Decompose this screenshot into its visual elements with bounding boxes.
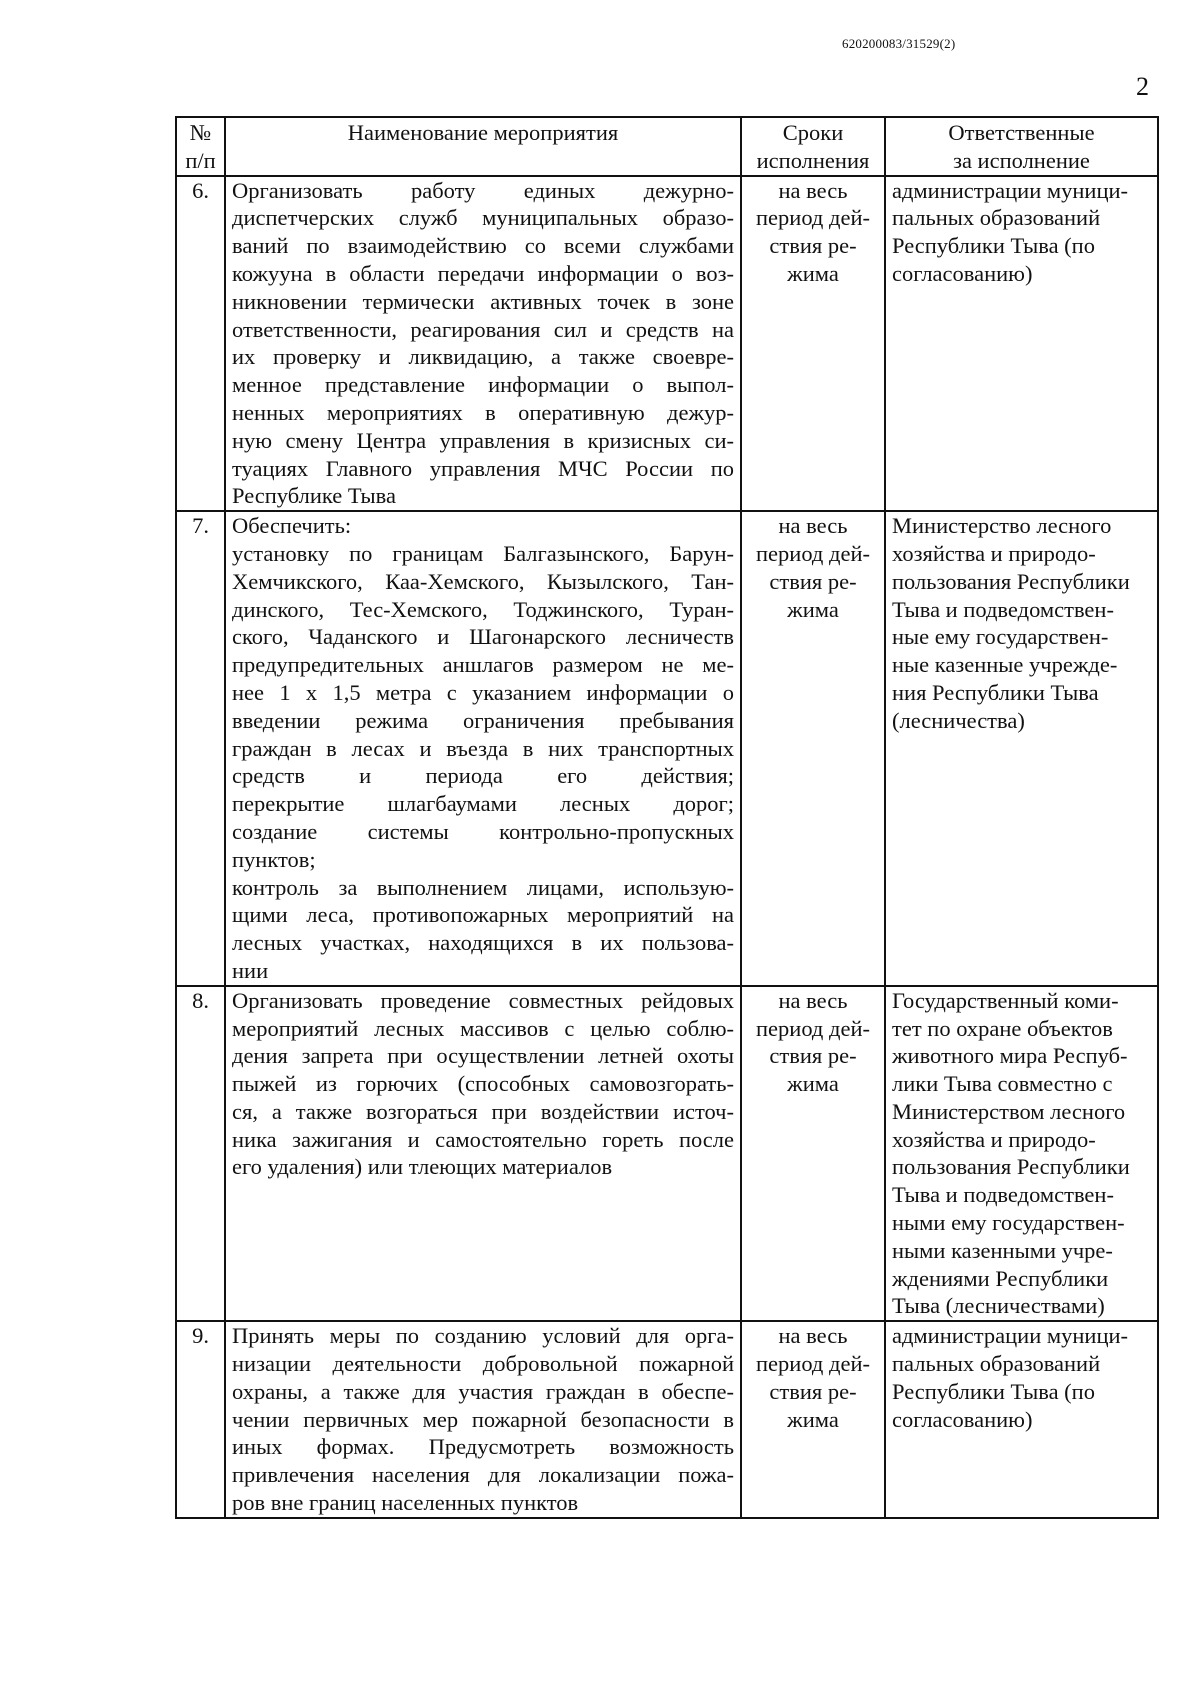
text-line: привлечения населения для локализации пожа- — [232, 1462, 734, 1488]
responsible-text — [885, 1321, 1158, 1518]
text-line: администрации муници- — [892, 177, 1129, 203]
text-line: пыжей из горючих (способных самовозгорать- — [232, 1071, 734, 1097]
text-line: ствия ре- — [769, 1043, 857, 1069]
text-line: Министерство лесного — [892, 513, 1112, 539]
measure-text — [225, 986, 741, 1322]
responsible-text — [885, 511, 1158, 986]
text-line: контроль за выполнением лицами, использую- — [232, 874, 734, 900]
text-line: его удаления) или тлеющих материалов — [232, 1154, 613, 1180]
text-line: Организовать проведение совместных рейдовых — [232, 987, 734, 1013]
text-line: Хемчикского, Каа-Хемского, Кызылского, Тан- — [232, 568, 734, 594]
text-line: ника зажигания и самостоятельно гореть после — [232, 1126, 734, 1152]
text-line: пальных образований — [892, 1351, 1101, 1377]
row-number: 7. — [176, 511, 225, 986]
text-line: пунктов; — [232, 846, 316, 872]
text-line: период дей- — [756, 205, 870, 231]
text-line: Организовать работу единых дежурно- — [232, 177, 734, 203]
text-line: ствия ре- — [769, 1378, 857, 1404]
text-line: средств и периода его действия; — [232, 763, 734, 789]
text-line: никновении термически активных точек в зоне — [232, 288, 734, 314]
text-line: ответственности, реагирования сил и средств на — [232, 316, 734, 342]
text-line: ные ему государствен- — [892, 624, 1109, 650]
text-line: Республике Тыва — [232, 483, 396, 509]
text-line: п/п — [185, 147, 216, 173]
text-line: ную смену Центра управления в кризисных си- — [232, 427, 734, 453]
page-number: 2 — [1136, 72, 1149, 101]
text-line: Сроки — [782, 120, 844, 145]
text-line: жима — [787, 1071, 839, 1097]
table-header-row — [176, 117, 1158, 176]
text-line: на весь — [778, 513, 848, 539]
document-number: 620200083/31529(2) — [842, 36, 956, 51]
text-line: нее 1 х 1,5 метра с указанием информации о — [232, 679, 734, 705]
text-line: охраны, а также для участия граждан в обеспе- — [232, 1378, 734, 1404]
text-line: жима — [787, 596, 839, 622]
row-number: 9. — [176, 1321, 225, 1518]
table-row — [176, 511, 1158, 986]
text-line: ными ему государствен- — [892, 1210, 1125, 1236]
text-line: щими леса, противопожарных мероприятий на — [232, 902, 734, 928]
text-line: граждан в лесах и въезда в них транспортных — [232, 735, 734, 761]
text-line: ского, Чаданского и Шагонарского лесничеств — [232, 624, 734, 650]
text-line: динского, Тес-Хемского, Тоджинского, Туран- — [232, 596, 734, 622]
deadline-text — [741, 1321, 885, 1518]
text-line: период дей- — [756, 1015, 870, 1041]
deadline-text — [741, 986, 885, 1322]
text-line: за исполнение — [953, 147, 1090, 173]
text-line: хозяйства и природо- — [892, 1126, 1096, 1152]
header-measure-name — [225, 117, 741, 176]
text-line: Наименование мероприятия — [347, 120, 619, 145]
text-line: исполнения — [756, 147, 870, 173]
text-line: Принять меры по созданию условий для орга- — [232, 1323, 734, 1349]
text-line: их проверку и ликвидацию, а также своевре- — [232, 344, 734, 370]
row-number: 8. — [176, 986, 225, 1322]
text-line: ров вне границ населенных пунктов — [232, 1490, 579, 1516]
text-line: Тыва и подведомствен- — [892, 596, 1114, 622]
text-line: Государственный коми- — [892, 987, 1119, 1013]
text-line: на весь — [778, 1323, 848, 1349]
text-line: установку по границам Балгазынского, Барун- — [232, 540, 734, 566]
text-line: ными казенными учре- — [892, 1237, 1113, 1263]
responsible-text — [885, 986, 1158, 1322]
text-line: ствия ре- — [769, 233, 857, 259]
table-row — [176, 1321, 1158, 1518]
text-line: лесных участках, находящихся в их пользова- — [232, 930, 734, 956]
measure-text — [225, 176, 741, 512]
text-line: хозяйства и природо- — [892, 540, 1096, 566]
text-line: пользования Республики — [892, 1154, 1130, 1180]
text-line: ненных мероприятиях в оперативную дежур- — [232, 399, 734, 425]
text-line: кожууна в области передачи информации о воз- — [232, 260, 734, 286]
text-line: дения запрета при осуществлении летней охоты — [232, 1043, 734, 1069]
text-line: Обеспечить: — [232, 513, 352, 539]
text-line: создание системы контрольно-пропускных — [232, 818, 734, 844]
text-line: ния Республики Тыва — [892, 679, 1099, 705]
text-line: ваний по взаимодействию со всеми службами — [232, 233, 734, 259]
text-line: перекрытие шлагбаумами лесных дорог; — [232, 791, 734, 817]
measure-text — [225, 1321, 741, 1518]
text-line: Республики Тыва (по — [892, 233, 1095, 259]
measures-table — [175, 116, 1159, 1519]
text-line: менное представление информации о выпол- — [232, 372, 734, 398]
text-line: ждениями Республики — [892, 1265, 1109, 1291]
text-line: мероприятий лесных массивов с целью соблю- — [232, 1015, 734, 1041]
text-line: Республики Тыва (по — [892, 1378, 1095, 1404]
text-line: предупредительных аншлагов размером не ме- — [232, 652, 734, 678]
text-line: нии — [232, 957, 269, 983]
text-line: Тыва и подведомствен- — [892, 1182, 1114, 1208]
text-line: Тыва (лесничествами) — [892, 1293, 1105, 1319]
text-line: лики Тыва совместно с — [892, 1071, 1113, 1097]
text-line: период дей- — [756, 540, 870, 566]
text-line: жима — [787, 260, 839, 286]
text-line: Ответственные — [948, 120, 1095, 145]
text-line: администрации муници- — [892, 1323, 1129, 1349]
deadline-text — [741, 511, 885, 986]
table-row — [176, 176, 1158, 512]
text-line: согласованию) — [892, 1406, 1033, 1432]
text-line: ные казенные учрежде- — [892, 652, 1118, 678]
measure-text — [225, 511, 741, 986]
header-responsible — [885, 117, 1158, 176]
text-line: низации деятельности добровольной пожарной — [232, 1351, 734, 1377]
text-line: согласованию) — [892, 260, 1033, 286]
text-line: пользования Республики — [892, 568, 1130, 594]
text-line: (лесничества) — [892, 707, 1025, 733]
text-line: ствия ре- — [769, 568, 857, 594]
text-line: на весь — [778, 177, 848, 203]
text-line: чении первичных мер пожарной безопасности в — [232, 1406, 734, 1432]
table-row — [176, 986, 1158, 1322]
text-line: пальных образований — [892, 205, 1101, 231]
deadline-text — [741, 176, 885, 512]
text-line: тет по охране объектов — [892, 1015, 1113, 1041]
text-line: введении режима ограничения пребывания — [232, 707, 734, 733]
text-line: период дей- — [756, 1351, 870, 1377]
text-line: на весь — [778, 987, 848, 1013]
text-line: ся, а также возгораться при воздействии источ- — [232, 1098, 734, 1124]
text-line: диспетчерских служб муниципальных образо- — [232, 205, 734, 231]
row-number: 6. — [176, 176, 225, 512]
text-line: туациях Главного управления МЧС России по — [232, 455, 734, 481]
text-line: иных формах. Предусмотреть возможность — [232, 1434, 734, 1460]
text-line: животного мира Респуб- — [892, 1043, 1128, 1069]
header-deadline — [741, 117, 885, 176]
text-line: жима — [787, 1406, 839, 1432]
text-line: Министерством лесного — [892, 1098, 1126, 1124]
responsible-text — [885, 176, 1158, 512]
text-line: № — [189, 120, 212, 145]
header-number — [176, 117, 225, 176]
